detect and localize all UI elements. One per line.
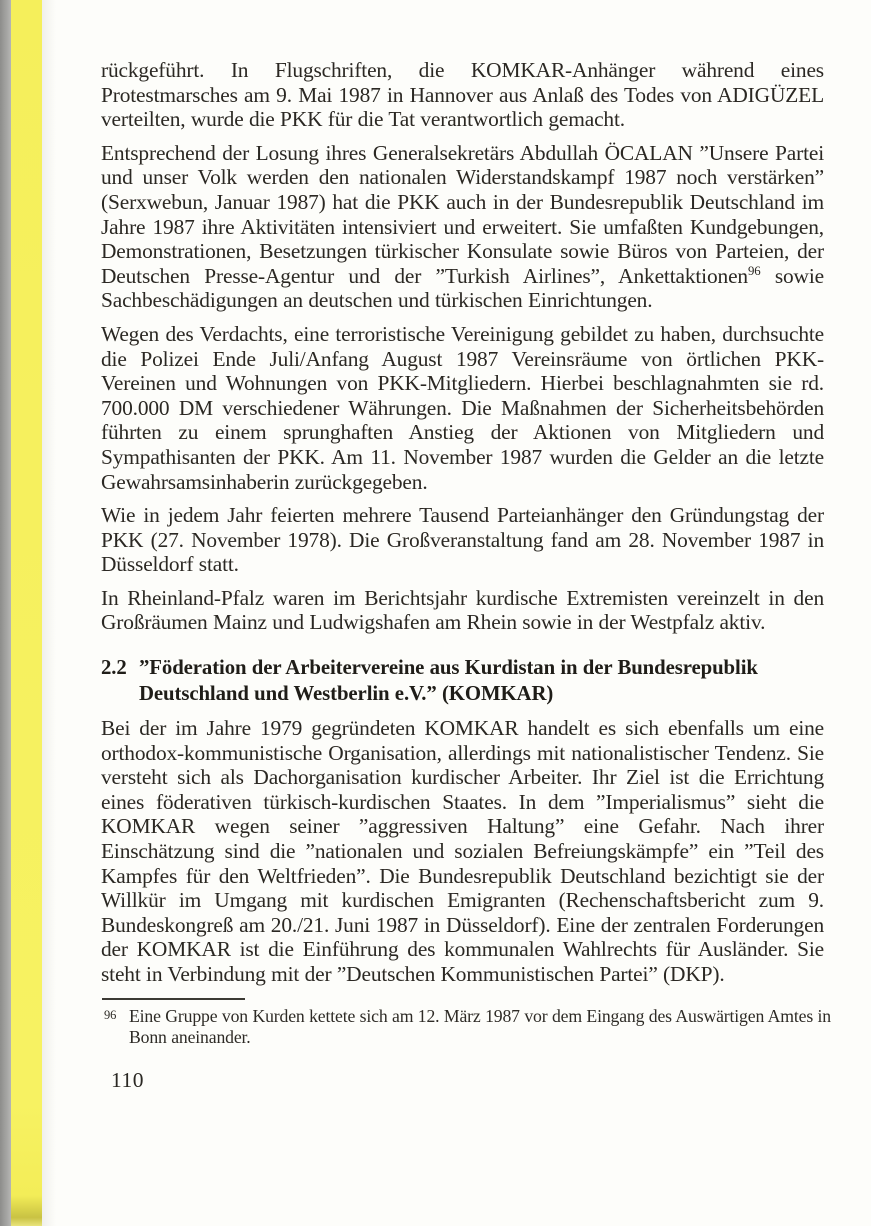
- footnote-text: Eine Gruppe von Kurden kettete sich am 12. März 1987 vor dem Eingang des Auswärtigen Amtes in Bonn aneinander.: [129, 1005, 831, 1048]
- page-text-block: [101, 58, 831, 1092]
- footnote-separator-rule: [102, 998, 245, 1000]
- footnote-reference-96: 96: [747, 263, 761, 278]
- paragraph-text: sowie Sachbeschädigungen an deutschen und türkischen Einrichtungen.: [101, 263, 824, 313]
- paragraph-durchsuchungen: Wegen des Verdachts, eine terroristische Vereinigung gebildet zu haben, durchsuchte die Polizei Ende Juli/Anfang August 1987 Vereinsräume von örtlichen PKK-Vereinen und Wohnungen von PKK-Mitgliedern. Hierbei beschlagnahmten sie rd. 700.000 DM verschiedener Währungen. Die Maßnahmen der Sicherheitsbehörden führten zu einem sprunghaften Anstieg der Aktionen von Mitgliedern und Sympathisanten der PKK. Am 11. November 1987 wurden die Gelder an die letzte Gewahrsamsinhaberin zurückgegeben.: [101, 321, 824, 494]
- paragraph-text: Entsprechend der Losung ihres Generalsekretärs Abdullah ÖCALAN ”Unsere Partei und unser Volk werden den nationalen Widerstandskampf 1987 noch verstärken” (Serxwebun, Januar 1987) hat die PKK auch in der Bundesrepublik Deutschland im Jahre 1987 ihre Aktivitäten intensiviert und erweitert. Sie umfaßten Kundgebungen, Demonstrationen, Besetzungen türkischer Konsulate sowie Büros von Parteien, der Deutschen Presse-Agentur und der ”Turkish Airlines”, Ankettaktionen: [101, 140, 824, 288]
- paragraph-pkk-flugschriften: rückgeführt. In Flugschriften, die KOMKAR-Anhänger während eines Protestmarsches am 9. Mai 1987 in Hannover aus Anlaß des Todes von ADIGÜZEL verteilten, wurde die PKK für die Tat verantwortlich gemacht.: [101, 58, 824, 132]
- yellow-page-edge-strip: [11, 0, 42, 1226]
- section-heading-2-2: [101, 655, 824, 707]
- paragraph-komkar: Bei der im Jahre 1979 gegründeten KOMKAR handelt es sich ebenfalls um eine orthodox-kommunistische Organisation, allerdings mit nationalistischer Tendenz. Sie versteht sich als Dachorganisation kurdischer Arbeiter. Ihr Ziel ist die Errichtung eines föderativen türkisch-kurdischen Staates. In dem ”Imperialismus” sieht die KOMKAR wegen seiner ”aggressiven Haltung” eine Gefahr. Nach ihrer Einschätzung sind die ”nationalen und sozialen Befreiungskämpfe” ein ”Teil des Kampfes für den Weltfrieden”. Die Bundesrepublik Deutschland bezichtigt sie der Willkür im Umgang mit kurdischen Emigranten (Rechenschaftsbericht zum 9. Bundeskongreß am 20./21. Juni 1987 in Düsseldorf). Eine der zentralen Forderungen der KOMKAR ist die Einführung des kommunalen Wahlrechts für Ausländer. Sie steht in Verbindung mit der ”Deutschen Kommunistischen Partei” (DKP).: [101, 716, 824, 986]
- section-title: ”Föderation der Arbeitervereine aus Kurdistan in der Bundesrepublik Deutschland und Westberlin e.V.” (KOMKAR): [139, 656, 758, 706]
- footnote-96: [101, 1006, 831, 1049]
- page-number: 110: [111, 1067, 144, 1092]
- section-number: 2.2: [101, 656, 127, 680]
- paragraph-pkk-aktivitaeten: [101, 141, 824, 313]
- book-spine-edge: [0, 0, 11, 1226]
- paragraph-rheinland-pfalz: In Rheinland-Pfalz waren im Berichtsjahr kurdische Extremisten vereinzelt in den Großräumen Mainz und Ludwigshafen am Rhein sowie in der Westpfalz aktiv.: [101, 585, 824, 635]
- footnote-marker: 96: [104, 1007, 117, 1022]
- paragraph-gruendungstag: Wie in jedem Jahr feierten mehrere Tausend Parteianhänger den Gründungstag der PKK (27. November 1978). Die Großveranstaltung fand am 28. November 1987 in Düsseldorf statt.: [101, 503, 824, 577]
- scan-shadow: [42, 0, 56, 1226]
